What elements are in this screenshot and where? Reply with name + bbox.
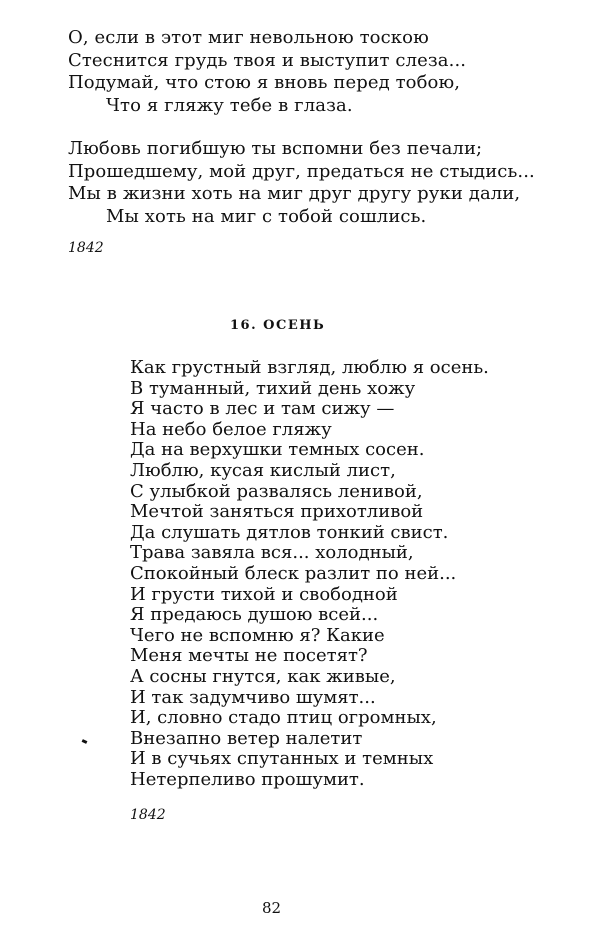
verse-line: Я часто в лес и там сижу —	[130, 398, 395, 420]
verse-line: Трава завяла вся... холодный,	[130, 542, 414, 564]
verse-line: О, если в этот миг невольною тоскою	[68, 27, 429, 48]
verse-line: Меня мечты не посетят?	[130, 645, 368, 667]
verse-line: Любовь погибшую ты вспомни без печали;	[68, 138, 483, 159]
verse-line: И грусти тихой и свободной	[130, 583, 398, 605]
verse-line: Внезапно ветер налетит	[130, 727, 363, 749]
verse-line: Подумай, что стою я вновь перед тобою,	[68, 72, 461, 94]
verse-line: И так задумчиво шумят...	[130, 686, 376, 708]
verse-line-indented: Мы хоть на миг с тобой сошлись.	[106, 206, 427, 228]
verse-line: Да слушать дятлов тонкий свист.	[130, 521, 449, 543]
verse-line: Мы в жизни хоть на миг друг другу руки дали,	[68, 183, 521, 205]
poem-year: 1842	[130, 807, 166, 823]
verse-line: И в сучьях спутанных и темных	[130, 748, 434, 770]
verse-line: В туманный, тихий день хожу	[130, 377, 416, 399]
verse-line: Стеснится грудь твоя и выступит слеза...	[68, 49, 467, 71]
print-mark	[82, 739, 88, 744]
verse-line: Нетерпеливо прошумит.	[130, 768, 365, 790]
verse-line: Как грустный взгляд, люблю я осень.	[130, 357, 489, 378]
previous-poem-stanza-2	[68, 138, 535, 229]
verse-line: Спокойный блеск разлит по ней...	[130, 562, 457, 584]
verse-line: С улыбкой развалясь ленивой,	[130, 480, 423, 502]
poem-title: 16. ОСЕНЬ	[230, 318, 326, 333]
previous-poem-stanza-1	[68, 27, 466, 118]
verse-line: Да на верхушки темных сосен.	[130, 439, 425, 461]
verse-line: На небо белое гляжу	[130, 418, 332, 440]
verse-line: И, словно стадо птиц огромных,	[130, 707, 437, 729]
verse-line: Я предаюсь душою всей...	[130, 604, 379, 626]
verse-line: Люблю, кусая кислый лист,	[130, 459, 396, 481]
verse-line: Чего не вспомню я? Какие	[130, 624, 385, 646]
verse-line: Прошедшему, мой друг, предаться не стыдись...	[68, 160, 535, 182]
verse-line: Мечтой заняться прихотливой	[130, 501, 424, 523]
verse-line: А сосны гнутся, как живые,	[130, 665, 396, 687]
verse-line-indented: Что я гляжу тебе в глаза.	[106, 95, 353, 117]
page-number: 82	[262, 899, 282, 917]
previous-poem-year: 1842	[68, 240, 104, 256]
poem-body	[130, 358, 489, 790]
